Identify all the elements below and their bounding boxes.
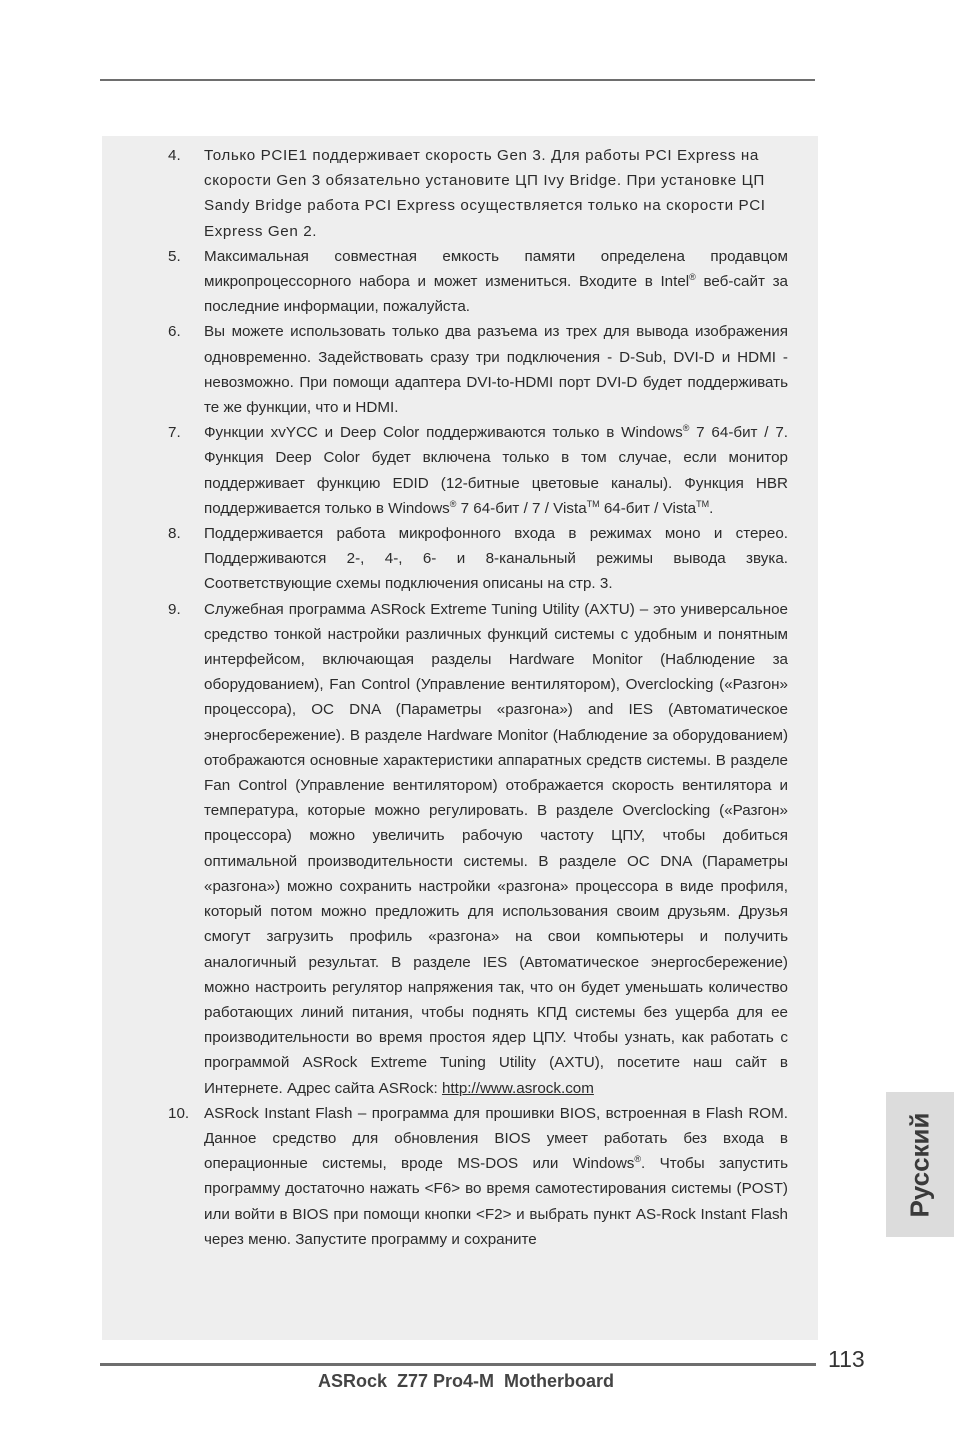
note-number: 9. — [168, 600, 181, 618]
note-number: 7. — [168, 424, 181, 442]
note-text-segment: ASRock Instant Flash – программа для прошивки BIOS, встроенная в Flash ROM. Данное средство для обновления BIOS умеет работать без входа в операционные системы, вроде MS-DOS или Windows — [204, 1104, 788, 1173]
note-item — [168, 319, 788, 420]
note-text — [204, 420, 788, 521]
note-item — [168, 244, 788, 320]
note-number: 4. — [168, 147, 181, 164]
note-number: 6. — [168, 323, 181, 341]
asrock-website-link[interactable]: http://www.asrock.com — [441, 1079, 594, 1097]
note-text — [204, 319, 788, 420]
note-text-segment: . Чтобы запустить программу достаточно нажать <F6> во время самотестирования системы (POST) или войти в BIOS при помощи кнопки <F2> и выбрать пункт AS-Rock Instant Flash через меню. Запустите программу и сохраните — [204, 1155, 788, 1248]
note-text — [204, 597, 788, 1101]
trademark-mark: ® — [682, 423, 690, 434]
note-text — [204, 1101, 788, 1252]
note-text-segment: Вы можете использовать только два разъема из трех для вывода изображения одновременно. Задействовать сразу три подключения - D-Sub, DVI-D и HDMI - невозможно. При помощи адаптера DVI-to-HDMI порт DVI-D будет поддерживать те же функции, что и HDMI. — [204, 323, 788, 417]
note-text — [204, 244, 788, 320]
note-text-segment: Только PCIE1 поддерживает скорость Gen 3. Для работы PCI Express на скорости Gen 3 обязательно установите ЦП Ivy Bridge. При установке ЦП Sandy Bridge работа PCI Express осуществляется только на скорости PCI Express Gen 2. — [204, 147, 766, 240]
trademark-mark: TM — [696, 498, 710, 509]
note-text-segment: веб-сайт за последние информации, пожалуйста. — [204, 273, 788, 316]
note-item — [168, 420, 788, 521]
note-item — [168, 143, 788, 244]
note-text-segment: Служебная программа ASRock Extreme Tuning Utility (AXTU) – это универсальное средство тонкой настройки различных функций системы с удобным и понятным интерфейсом, включающая разделы Hardware Monitor (Наблюдение за оборудованием), Fan Control (Управление вентилятором), Overclocking («Разгон» процессора), OC DNA (Параметры «разгона») and IES (Автоматическое энергосбережение). В разделе Hardware Monitor (Наблюдение за оборудованием) отображаются основные характеристики аппаратных средств системы. В разделе Fan Control (Управление вентилятором) отображается скорость вентилятора и температура, которые можно регулировать. В разделе Overclocking («Разгон» процессора) можно увеличить рабочую частоту ЦПУ, чтобы добиться оптимальной производительности системы. В разделе OC DNA (Параметры «разгона») можно сохранить настройки «разгона» процессора в виде профиля, который потом можно предложить для использования своим друзьям. Друзья смогут загрузить профиль «разгона» на свои компьютеры и получить аналогичный результат. В разделе IES (Автоматическое энергосбережение) можно настроить регулятор напряжения так, что он будет уменьшать количество работающих линий питания, чтобы поднять КПД системы без ущерба для ее производительности во время простоя ядер ЦПУ. Чтобы узнать, как работать с программой ASRock Extreme Tuning Utility (AXTU), посетите наш сайт в Интернете. Адрес сайта ASRock: — [204, 600, 788, 1097]
note-number: 10. — [168, 1104, 190, 1122]
bottom-rule — [100, 1363, 816, 1366]
note-text-segment: . — [709, 499, 714, 517]
trademark-mark: ® — [634, 1154, 642, 1165]
note-text-segment: 7 64-бит / 7. Функция Deep Color будет включена только в том случае, если монитор поддерживает функцию EDID (12-битные цветовые каналы). Функция HBR поддерживается только в Windows — [204, 424, 788, 517]
note-text-segment: Максимальная совместная емкость памяти определена продавцом микропроцессорного набора и может измениться. Входите в Intel — [204, 247, 788, 291]
trademark-mark: ® — [689, 272, 696, 283]
trademark-mark: TM — [586, 498, 600, 509]
trademark-mark: ® — [449, 498, 457, 509]
note-number: 5. — [168, 247, 181, 265]
note-item — [168, 597, 788, 1101]
note-text-segment: Функции xvYCC и Deep Color поддерживаются только в Windows — [204, 424, 683, 442]
note-text-segment: 7 64-бит / 7 / Vista — [456, 499, 587, 517]
notes-list — [168, 143, 788, 1252]
note-text — [204, 521, 788, 597]
note-text — [204, 143, 788, 244]
note-item — [168, 1101, 788, 1252]
note-item — [168, 521, 788, 597]
language-tab-label: Русский — [904, 1111, 935, 1218]
note-number: 8. — [168, 525, 181, 543]
footer-title: ASRock Z77 Pro4-M Motherboard — [318, 1371, 615, 1391]
top-rule — [100, 79, 815, 81]
note-text-segment: 64-бит / Vista — [599, 499, 697, 517]
page-number: 113 — [828, 1346, 865, 1372]
note-text-segment: Поддерживается работа микрофонного входа в режимах моно и стерео. Поддерживаются 2-, 4-, 6- и 8-канальный режимы вывода звука. Соответствующие схемы подключения описаны на стр. 3. — [204, 525, 788, 593]
language-tab — [886, 1092, 954, 1237]
